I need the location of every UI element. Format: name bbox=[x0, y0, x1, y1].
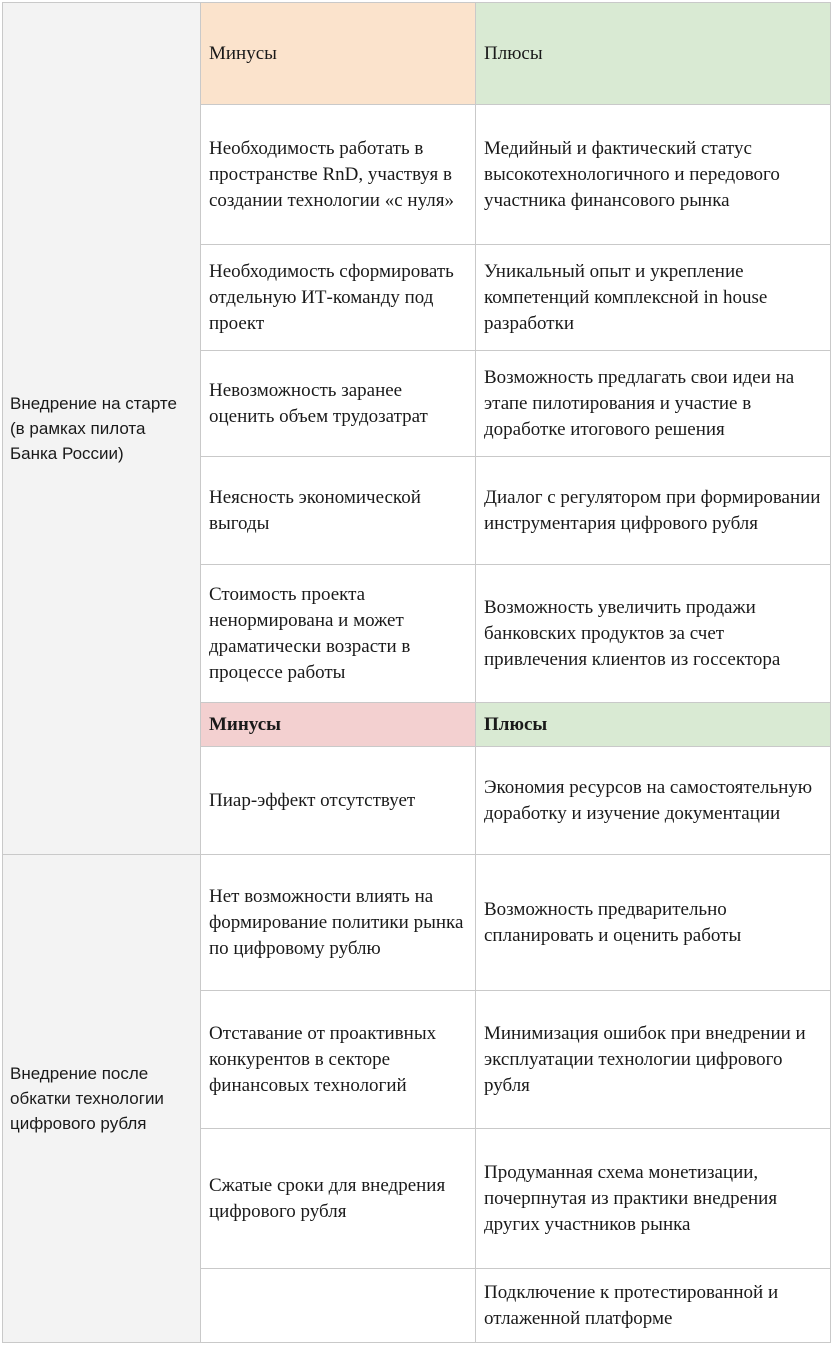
minus-cell: Пиар-эффект отсутствует bbox=[201, 747, 476, 855]
minus-header-2: Минусы bbox=[201, 703, 476, 747]
plus-cell: Продуманная схема монетизации, почерпнутая из практики внедрения других участников рынка bbox=[476, 1129, 831, 1269]
plus-cell: Медийный и фактический статус высокотехнологичного и передового участника финансового рынка bbox=[476, 105, 831, 245]
section-label-after: Внедрение после обкатки технологии цифрового рубля bbox=[3, 855, 201, 1343]
section-label-start: Внедрение на старте (в рамках пилота Банка России) bbox=[3, 3, 201, 855]
minus-cell bbox=[201, 1269, 476, 1343]
minus-cell: Отставание от проактивных конкурентов в секторе финансовых технологий bbox=[201, 991, 476, 1129]
minus-cell: Стоимость проекта ненормирована и может драматически возрасти в процессе работы bbox=[201, 565, 476, 703]
minus-cell: Невозможность заранее оценить объем трудозатрат bbox=[201, 351, 476, 457]
header-row bbox=[3, 3, 831, 105]
minus-cell: Неясность экономической выгоды bbox=[201, 457, 476, 565]
minus-cell: Нет возможности влиять на формирование политики рынка по цифровому рублю bbox=[201, 855, 476, 991]
plus-cell: Диалог с регулятором при формировании инструментария цифрового рубля bbox=[476, 457, 831, 565]
plus-cell: Возможность предварительно спланировать и оценить работы bbox=[476, 855, 831, 991]
plus-cell: Минимизация ошибок при внедрении и эксплуатации технологии цифрового рубля bbox=[476, 991, 831, 1129]
plus-header-2: Плюсы bbox=[476, 703, 831, 747]
plus-header: Плюсы bbox=[476, 3, 831, 105]
plus-cell: Уникальный опыт и укрепление компетенций комплексной in house разработки bbox=[476, 245, 831, 351]
plus-cell: Возможность предлагать свои идеи на этапе пилотирования и участие в доработке итогового решения bbox=[476, 351, 831, 457]
plus-cell: Возможность увеличить продажи банковских продуктов за счет привлечения клиентов из госсектора bbox=[476, 565, 831, 703]
minus-cell: Необходимость сформировать отдельную ИТ-команду под проект bbox=[201, 245, 476, 351]
plus-cell: Подключение к протестированной и отлаженной платформе bbox=[476, 1269, 831, 1343]
minus-cell: Сжатые сроки для внедрения цифрового рубля bbox=[201, 1129, 476, 1269]
table-row bbox=[3, 855, 831, 991]
minus-cell: Необходимость работать в пространстве RnD, участвуя в создании технологии «с нуля» bbox=[201, 105, 476, 245]
plus-cell: Экономия ресурсов на самостоятельную доработку и изучение документации bbox=[476, 747, 831, 855]
minus-header: Минусы bbox=[201, 3, 476, 105]
pros-cons-table bbox=[2, 2, 831, 1343]
